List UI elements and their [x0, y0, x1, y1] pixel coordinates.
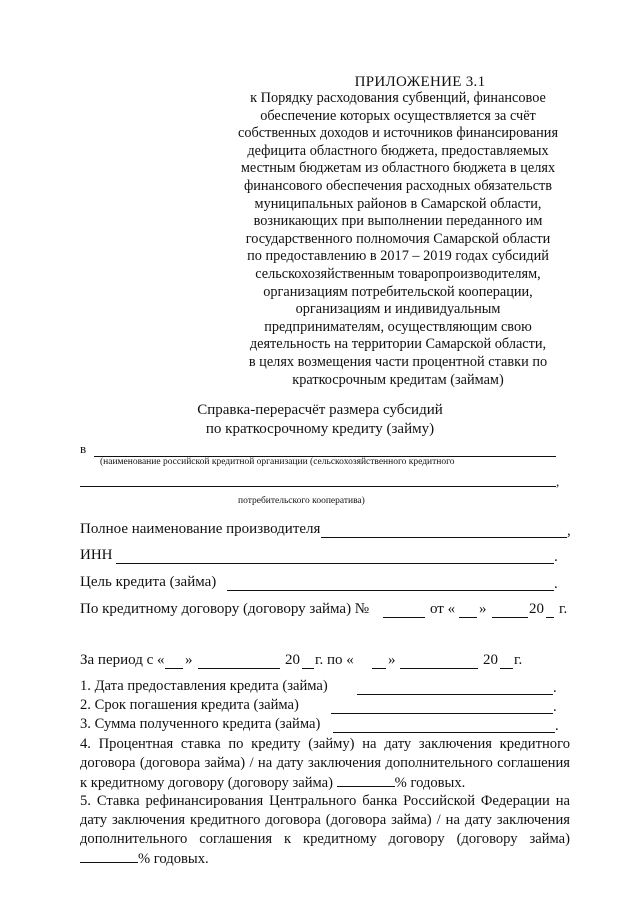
appendix-line: краткосрочным кредитам (займам) — [292, 371, 504, 388]
credit-purpose-dot: . — [554, 576, 558, 592]
appendix-line: сельскохозяйственным товаропроизводителям, — [255, 265, 541, 282]
appendix-line: местным бюджетам из областного бюджета в целях — [240, 160, 556, 177]
appendix-line: муниципальных районов в Самарской области, — [254, 195, 542, 212]
period-end-month-field[interactable] — [400, 668, 478, 669]
recipient-prefix: в — [80, 441, 87, 456]
producer-field[interactable] — [321, 537, 567, 538]
period-label: За период с « — [80, 652, 165, 668]
appendix-line: предпринимателям, осуществляющим свою — [264, 318, 532, 335]
item-repayment-term-field[interactable] — [331, 713, 553, 714]
recipient-name-line-2[interactable] — [80, 486, 556, 487]
inn-label: ИНН — [80, 547, 113, 563]
item-credit-amount-field[interactable] — [333, 732, 555, 733]
appendix-line: возникающих при выполнении переданного им — [253, 213, 543, 230]
document-title-line-1: Справка-перерасчёт размера субсидий — [197, 402, 443, 418]
appendix-line: дефицита областного бюджета, предоставляемых — [247, 142, 549, 159]
period-start-year-prefix: 20 — [285, 652, 300, 668]
contract-year-prefix: 20 — [529, 601, 544, 617]
item-repayment-term-label: 2. Срок погашения кредита (займа) — [80, 697, 299, 713]
appendix-line: финансового обеспечения расходных обязательств — [243, 177, 553, 194]
period-start-year-field[interactable] — [302, 668, 314, 669]
contract-number-field[interactable] — [383, 617, 425, 618]
contract-day-field[interactable] — [459, 617, 477, 618]
appendix-line: по предоставлению в 2017 – 2019 годах субсидий — [247, 248, 549, 265]
credit-purpose-label: Цель кредита (займа) — [80, 574, 217, 590]
recipient-caption-1: (наименование российской кредитной организации (сельскохозяйственного кредитного — [100, 457, 455, 467]
producer-label: Полное наименование производителя — [80, 521, 321, 537]
appendix-line: организациям потребительской кооперации, — [263, 283, 533, 300]
item-interest-rate-field[interactable] — [337, 773, 395, 787]
appendix-line: организациям и индивидуальным — [295, 301, 501, 318]
appendix-line: к Порядку расходования субвенций, финансовое — [250, 90, 546, 106]
contract-day-close: » — [479, 601, 487, 617]
inn-field[interactable] — [116, 563, 554, 564]
appendix-title: ПРИЛОЖЕНИЕ 3.1 — [354, 74, 486, 90]
appendix-line: обеспечение которых осуществляется за счёт — [260, 107, 536, 124]
item-refinancing-rate-field[interactable] — [80, 849, 138, 863]
period-end-year-suffix: г. — [514, 652, 523, 668]
document-title — [170, 401, 470, 439]
item-credit-date-field[interactable] — [357, 694, 553, 695]
recipient-caption-2: потребительского кооператива) — [238, 496, 365, 506]
item-interest-rate-text: 4. Процентная ставка по кредиту (займу) на дату заключения кредитного договора (договора займа) / на дату заключения дополнительного соглашения к кредитному договору (договору займа) — [80, 736, 570, 791]
appendix-line: деятельность на территории Самарской области, — [249, 336, 547, 353]
producer-comma: , — [567, 523, 571, 539]
item-credit-date-label: 1. Дата предоставления кредита (займа) — [80, 678, 328, 694]
period-start-month-field[interactable] — [198, 668, 280, 669]
period-end-year-prefix: 20 — [483, 652, 498, 668]
item-credit-date-dot: . — [553, 680, 557, 696]
appendix-line: в целях возмещения части процентной ставки по — [248, 353, 548, 370]
credit-purpose-field[interactable] — [227, 590, 554, 591]
contract-year-suffix: г. — [559, 601, 568, 617]
period-start-day-close: » — [185, 652, 193, 668]
period-start-day-field[interactable] — [165, 668, 183, 669]
document-title-line-2: по краткосрочному кредиту (займу) — [205, 421, 435, 437]
item-interest-rate — [80, 735, 570, 793]
contract-month-field[interactable] — [492, 617, 528, 618]
period-end-year-field[interactable] — [500, 668, 513, 669]
contract-year-field[interactable] — [546, 617, 554, 618]
item-refinancing-rate-text: 5. Ставка рефинансирования Центрального банка Российской Федерации на дату заключения кредитного договора (договора займа) / на дату заключения дополнительного соглашения к кредитному договору (договору займа) — [80, 793, 570, 847]
recipient-comma: , — [556, 474, 560, 489]
item-credit-amount-dot: . — [555, 718, 559, 734]
appendix-line: собственных доходов и источников финансирования — [237, 125, 559, 142]
contract-label: По кредитному договору (договору займа) № — [80, 601, 370, 617]
contract-from-label: от « — [430, 601, 456, 617]
period-end-day-field[interactable] — [372, 668, 386, 669]
period-end-day-close: » — [388, 652, 396, 668]
item-refinancing-rate — [80, 792, 570, 869]
appendix-description — [218, 90, 578, 389]
period-to-label: г. по « — [315, 652, 354, 668]
appendix-line: государственного полномочия Самарской области — [245, 230, 551, 247]
item-credit-amount-label: 3. Сумма полученного кредита (займа) — [80, 716, 321, 732]
item-repayment-term-dot: . — [553, 699, 557, 715]
inn-dot: . — [554, 549, 558, 565]
item-interest-rate-suffix: % годовых. — [394, 775, 466, 791]
item-refinancing-rate-suffix: % годовых. — [138, 851, 209, 867]
